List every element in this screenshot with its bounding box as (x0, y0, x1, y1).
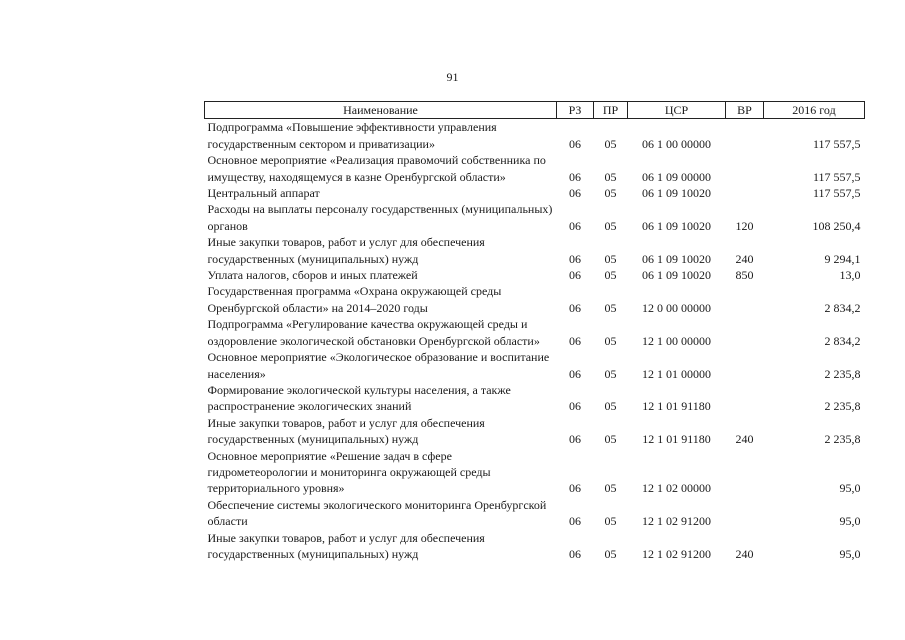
table-row (205, 152, 865, 185)
row-rz: 06 (569, 268, 581, 283)
row-name: Центральный аппарат (207, 186, 320, 201)
row-pr: 05 (604, 546, 617, 561)
row-amount: 2 235,8 (824, 432, 861, 447)
row-vr (726, 448, 764, 497)
row-vr (726, 152, 764, 185)
row-csr: 06 1 09 10020 (642, 268, 711, 283)
row-pr: 05 (604, 169, 617, 184)
row-csr: 12 1 02 91200 (642, 514, 711, 529)
row-rz: 06 (569, 366, 581, 381)
row-csr: 12 0 00 00000 (642, 300, 711, 315)
row-csr: 06 1 00 00000 (642, 136, 711, 151)
row-vr (726, 382, 764, 415)
row-rz: 06 (569, 546, 581, 561)
row-name: Основное мероприятие «Реализация правомочий собственника по имуществу, находящемуся в казне Оренбургской области» (207, 153, 546, 184)
table-row (205, 185, 865, 201)
row-amount: 2 834,2 (824, 300, 861, 315)
header-vr: ВР (726, 102, 764, 119)
row-amount: 2 834,2 (824, 333, 861, 348)
row-rz: 06 (569, 218, 581, 233)
table-row (205, 119, 865, 152)
table-row (205, 530, 865, 563)
row-vr (726, 497, 764, 530)
row-csr: 12 1 01 91180 (642, 399, 711, 414)
header-name: Наименование (205, 102, 557, 119)
row-name: Обеспечение системы экологического мониторинга Оренбургской области (207, 497, 547, 529)
row-pr: 05 (604, 366, 617, 381)
row-amount: 117 557,5 (812, 186, 861, 201)
row-name: Государственная программа «Охрана окружающей среды Оренбургской области» на 2014–2020 годы (207, 284, 502, 315)
row-csr: 06 1 09 10020 (642, 218, 711, 233)
row-amount: 95,0 (839, 481, 861, 496)
row-amount: 2 235,8 (824, 366, 861, 381)
row-name: Иные закупки товаров, работ и услуг для обеспечения государственных (муниципальных) нужд (207, 235, 485, 266)
row-pr: 05 (604, 514, 617, 529)
table-row (205, 415, 865, 448)
table-row (205, 234, 865, 267)
table-row (205, 497, 865, 530)
row-pr: 05 (604, 186, 617, 201)
table-row (205, 267, 865, 283)
row-amount: 2 235,8 (824, 399, 861, 414)
row-name: Формирование экологической культуры населения, а также распространение экологических знаний (207, 382, 511, 414)
row-vr (726, 185, 764, 201)
header-year: 2016 год (764, 102, 865, 119)
row-vr (726, 283, 764, 316)
row-amount: 95,0 (839, 546, 861, 561)
row-name: Расходы на выплаты персоналу государственных (муниципальных) органов (207, 202, 553, 233)
table-row (205, 201, 865, 234)
row-csr: 12 1 02 91200 (642, 546, 711, 561)
row-amount: 108 250,4 (812, 218, 861, 233)
row-name: Основное мероприятие «Экологическое образование и воспитание населения» (207, 350, 550, 381)
row-csr: 12 1 02 00000 (642, 481, 711, 496)
row-csr: 06 1 09 00000 (642, 169, 711, 184)
row-amount: 117 557,5 (812, 136, 861, 151)
row-pr: 05 (604, 218, 617, 233)
row-vr: 850 (735, 268, 754, 283)
row-rz: 06 (569, 333, 581, 348)
row-vr (726, 349, 764, 382)
row-amount: 117 557,5 (812, 169, 861, 184)
table-body (205, 119, 865, 562)
page-number: 91 (446, 70, 459, 84)
row-pr: 05 (604, 481, 617, 496)
row-amount: 13,0 (839, 268, 861, 283)
header-row (205, 102, 865, 119)
row-vr (726, 119, 764, 152)
row-pr: 05 (604, 432, 617, 447)
row-vr: 240 (735, 546, 754, 561)
header-pr: ПР (594, 102, 628, 119)
row-csr: 12 1 01 91180 (642, 432, 711, 447)
row-rz: 06 (569, 432, 581, 447)
row-pr: 05 (604, 251, 617, 266)
row-name: Иные закупки товаров, работ и услуг для обеспечения государственных (муниципальных) нужд (207, 415, 485, 447)
row-amount: 9 294,1 (824, 251, 861, 266)
table-row (205, 349, 865, 382)
row-csr: 06 1 09 10020 (642, 186, 711, 201)
row-rz: 06 (569, 251, 581, 266)
row-vr: 240 (735, 251, 754, 266)
table-row (205, 448, 865, 497)
row-rz: 06 (569, 169, 581, 184)
row-rz: 06 (569, 300, 581, 315)
row-rz: 06 (569, 399, 581, 414)
row-name: Подпрограмма «Повышение эффективности управления государственным сектором и приватизации» (207, 120, 497, 151)
header-csr: ЦСР (628, 102, 726, 119)
row-rz: 06 (569, 514, 581, 529)
row-pr: 05 (604, 399, 617, 414)
budget-table (204, 101, 865, 562)
row-name: Уплата налогов, сборов и иных платежей (207, 268, 418, 283)
table-row (205, 316, 865, 349)
row-name: Иные закупки товаров, работ и услуг для обеспечения государственных (муниципальных) нужд (207, 530, 485, 561)
row-pr: 05 (604, 136, 617, 151)
row-csr: 12 1 00 00000 (642, 333, 711, 348)
row-vr: 120 (735, 218, 754, 233)
row-vr (726, 316, 764, 349)
row-pr: 05 (604, 268, 617, 283)
table-row (205, 382, 865, 415)
header-rz: РЗ (557, 102, 594, 119)
row-pr: 05 (604, 300, 617, 315)
row-csr: 12 1 01 00000 (642, 366, 711, 381)
row-name: Основное мероприятие «Решение задач в сфере гидрометеорологии и мониторинга окружающей среды территориального уровня» (207, 448, 491, 496)
row-pr: 05 (604, 333, 617, 348)
row-vr: 240 (735, 432, 754, 447)
row-rz: 06 (569, 136, 581, 151)
table-row (205, 283, 865, 316)
row-name: Подпрограмма «Регулирование качества окружающей среды и оздоровление экологической обстановки Оренбургской области» (207, 317, 540, 348)
row-amount: 95,0 (839, 514, 861, 529)
row-rz: 06 (569, 186, 581, 201)
row-csr: 06 1 09 10020 (642, 251, 711, 266)
row-rz: 06 (569, 481, 581, 496)
table-header (205, 102, 865, 119)
